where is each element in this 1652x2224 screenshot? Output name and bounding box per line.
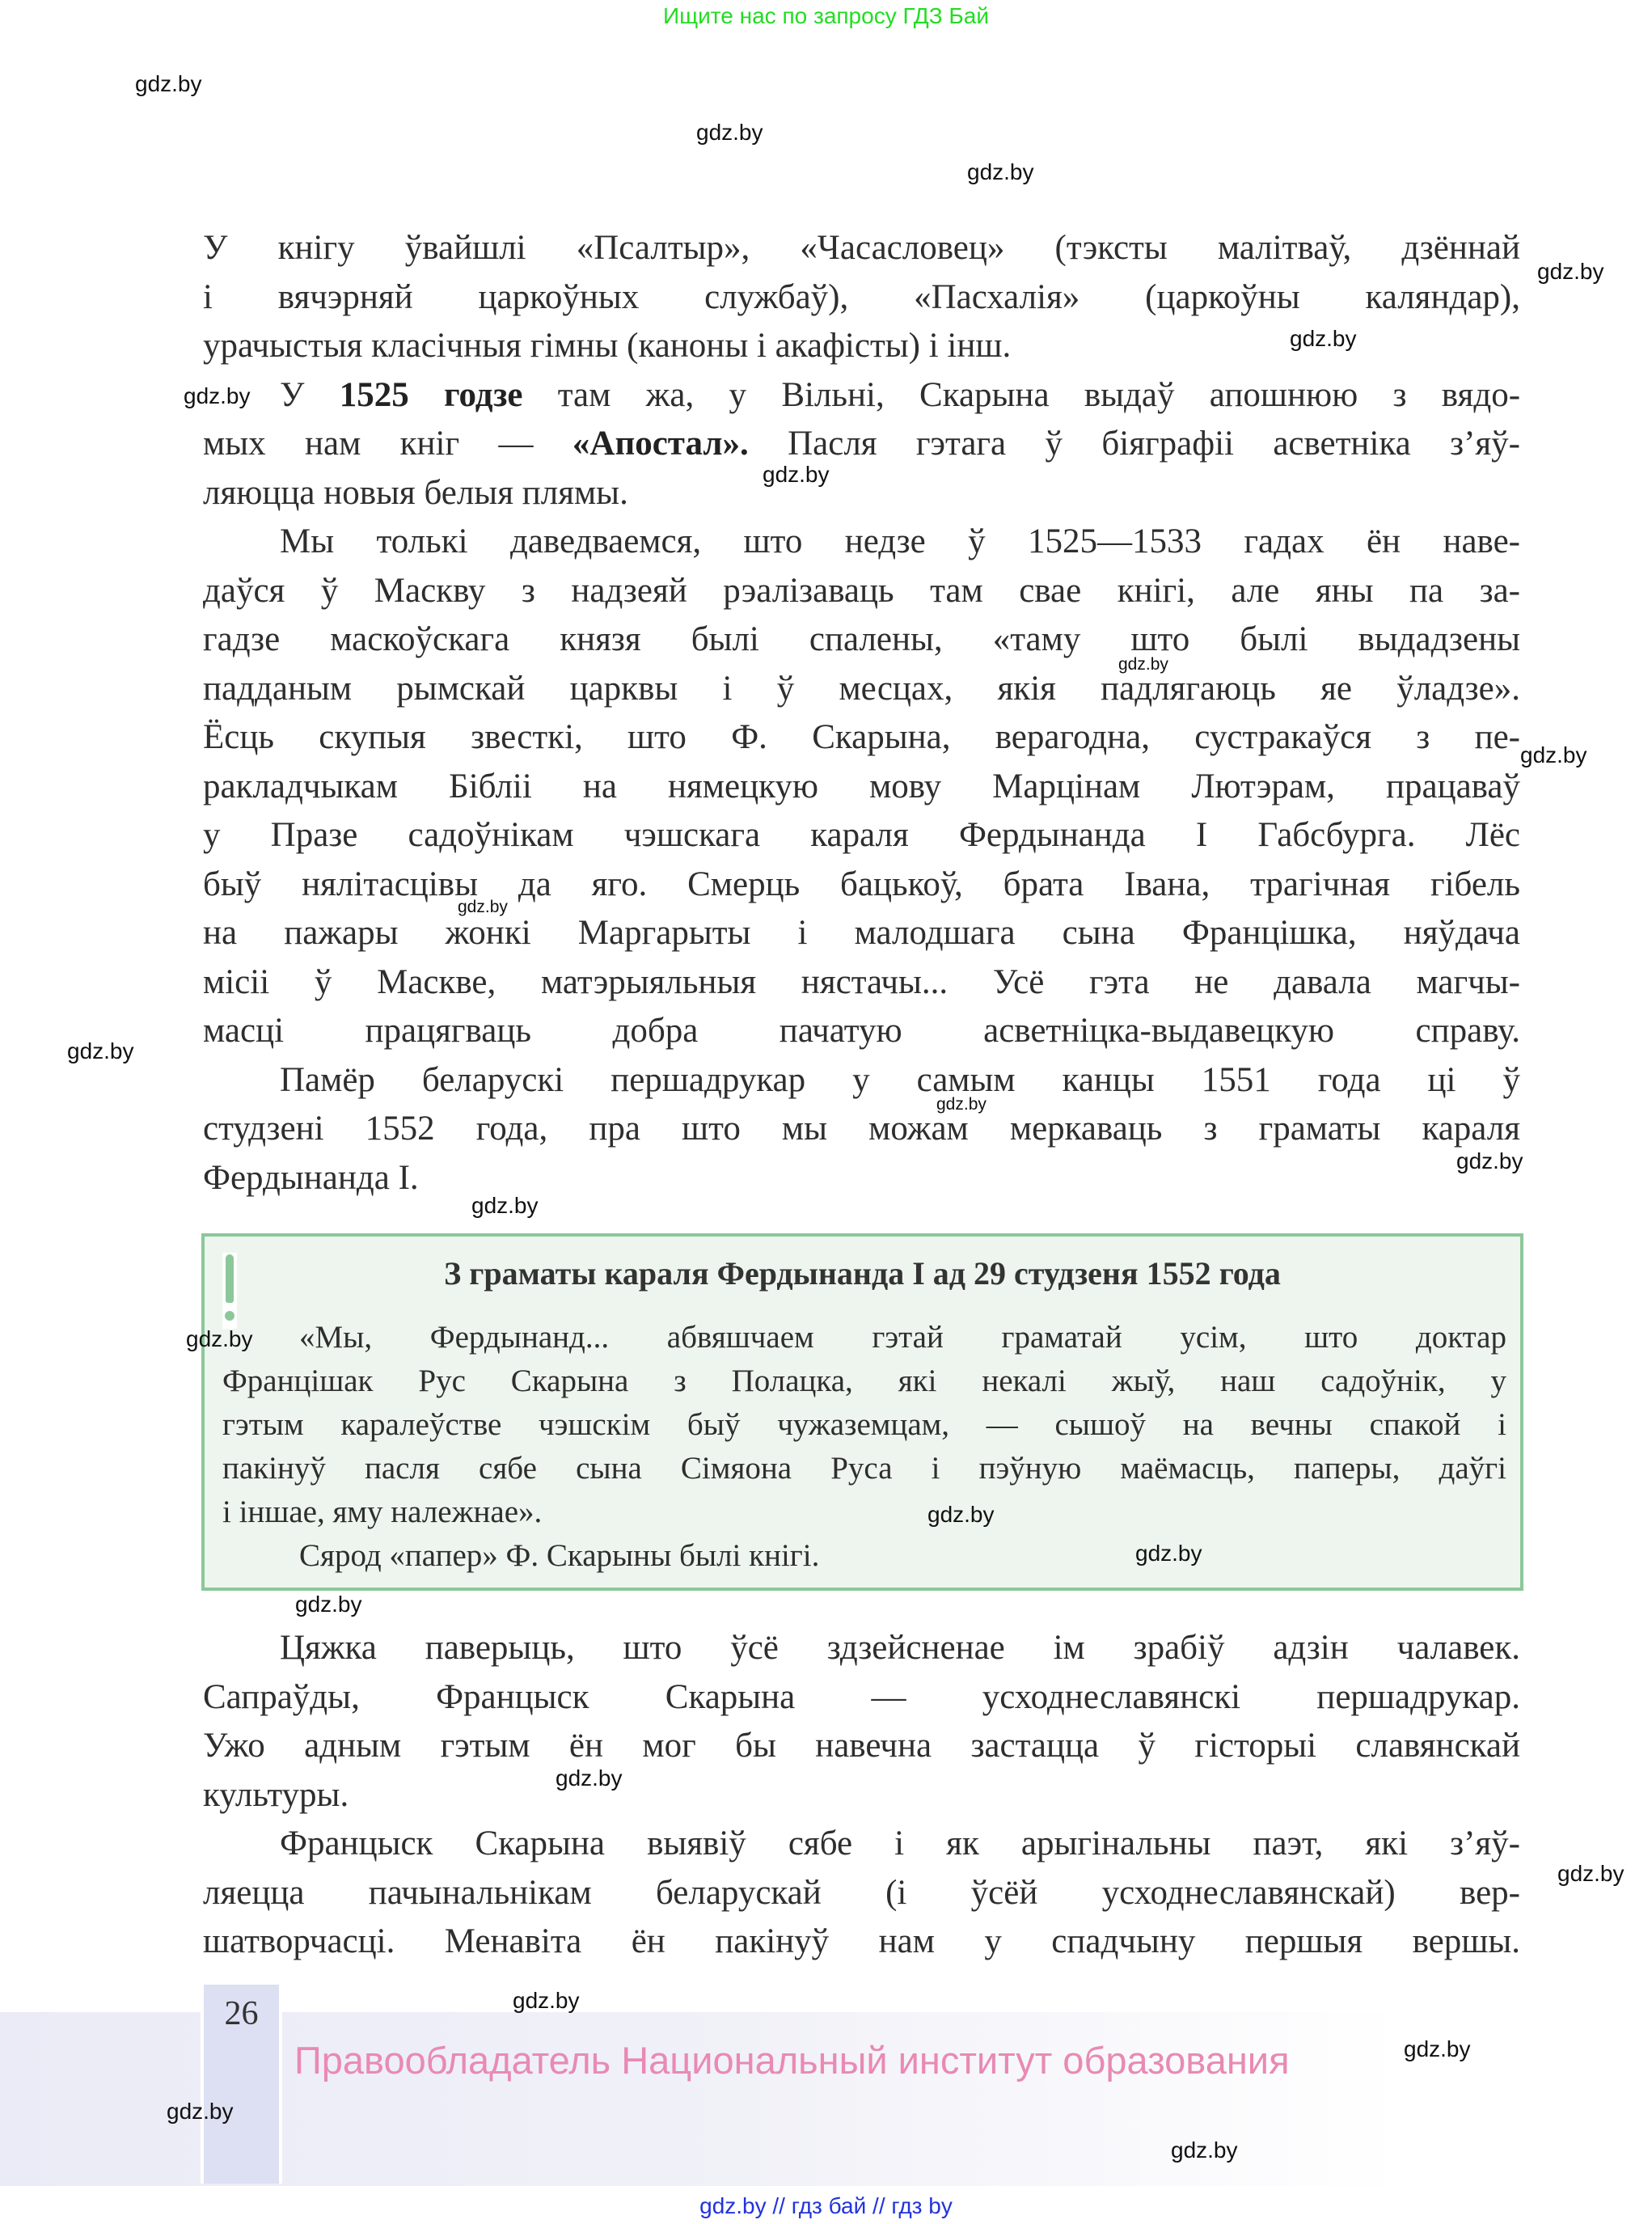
text-line [203,1105,1520,1154]
text-block-1 [203,224,1520,1203]
text-segment: і вячэрняй царкоўных службаў), «Пасхалія» (царкоўны каляндар), [203,277,1520,316]
text-segment: Фердынанда I. [203,1158,419,1197]
text-line [203,665,1520,714]
text-segment: даўся ў Маскву з надзеяй рэалізаваць там свае кнігі, але яны па за- [203,571,1520,610]
watermark: gdz.by [763,462,830,487]
quote-box [201,1233,1523,1591]
text-segment: шатворчасці. Менавіта ён пакінуў нам у спадчыну першыя вершы. [203,1922,1520,1960]
text-segment: У [280,375,340,414]
text-segment: падданым рымскай царквы і ў месцах, якія падлягаюць яе ўладзе». [203,669,1520,708]
text-line [203,811,1520,860]
text-line [203,469,1520,518]
text-block-2 [203,1624,1520,1967]
text-line [222,1490,1506,1534]
text-segment: гадзе маскоўскага князя былі спалены, «таму што былі выдадзены [203,620,1520,658]
text-segment: Цяжка паверыць, што ўсё здзейсненае ім зрабіў адзін чалавек. [280,1629,1520,1667]
quote-box-text [222,1316,1506,1578]
watermark: gdz.by [1171,2137,1238,2163]
watermark: gdz.by [696,120,763,145]
text-segment: быў нялітасцівы да яго. Смерць бацькоў, брата Івана, трагічная гібель [203,865,1520,903]
text-segment: ляюцца новыя белыя плямы. [203,473,628,512]
watermark: gdz.by [967,159,1034,184]
text-line [222,1403,1506,1447]
watermark: gdz.by [1290,326,1357,351]
watermark: gdz.by [67,1038,134,1063]
watermark: gdz.by [1520,742,1587,767]
watermark: gdz.by [513,1988,580,2013]
search-banner[interactable]: Ищите нас по запросу ГДЗ Бай [662,3,990,28]
text-segment: на пажары жонкі Маргарыты і малодшага сына Францішка, няўдача [203,914,1520,952]
text-line [203,1673,1520,1723]
text-segment: місіі ў Маскве, матэрыяльныя нястачы... Усё гэта не давала магчы- [203,962,1520,1001]
watermark: gdz.by [295,1592,362,1617]
text-segment: у Празе садоўнікам чэшскага караля Фердынанда I Габсбурга. Лёс [203,816,1520,854]
text-segment: гэтым каралеўстве чэшскім быў чужаземцам, — сышоў на вечны спакой і [222,1407,1506,1442]
text-line [203,420,1520,469]
text-segment: ракладчыкам Бібліі на нямецкую мову Марцінам Лютэрам, працаваў [203,767,1520,805]
text-line [222,1447,1506,1490]
copyright-notice: Правообладатель Национальный институт образования [294,2039,1290,2082]
text-line [203,909,1520,958]
text-line [203,371,1520,421]
text-line [222,1534,1506,1578]
page-number-column [201,1985,282,2184]
text-line [203,1624,1520,1673]
text-segment: мых нам кніг — [203,425,572,463]
text-line [203,763,1520,812]
text-line [203,273,1520,323]
watermark: gdz.by [556,1765,623,1791]
text-segment: пакінуў пасля сябе сына Сімяона Руса і пэўную маёмасць, паперы, даўгі [222,1451,1506,1486]
text-segment: Сапраўды, Францыск Скарына — усходнеславянскі першадрукар. [203,1677,1520,1716]
text-segment: Пасля гэтага ў біяграфіі асветніка з’яў- [748,425,1520,463]
text-segment: масці працягваць добра пачатую асветніцка-выдавецкую справу. [203,1012,1520,1050]
text-line [203,615,1520,665]
bold-text: 1525 годзе [339,375,523,414]
text-line [203,1056,1520,1106]
bottom-links[interactable]: gdz.by // гдз бай // гдз by [699,2193,953,2218]
text-segment: культуры. [203,1775,349,1814]
watermark: gdz.by [1135,1541,1202,1566]
text-segment: Францыск Скарына выявіў сябе і як арыгінальны паэт, які з’яў- [280,1824,1520,1862]
text-segment: Ужо адным гэтым ён мог бы навечна застацца ў гісторыі славянскай [203,1727,1520,1765]
watermark: gdz.by [184,383,251,408]
bold-text: «Апостал». [572,425,749,463]
text-line [203,518,1520,567]
text-line [203,1154,1520,1203]
text-segment: Памёр беларускі першадрукар у самым канцы 1551 года ці ў [280,1060,1520,1099]
text-line [203,860,1520,910]
page-number: 26 [224,1995,259,2032]
text-line [203,224,1520,273]
text-segment: там жа, у Вільні, Скарына выдаў апошнюю з вядо- [522,375,1520,414]
watermark: gdz.by [186,1326,253,1351]
text-segment: і іншае, яму належнае». [222,1495,543,1529]
text-line [203,1771,1520,1820]
text-segment: ляецца пачынальнікам беларускай (і ўсёй усходнеславянскай) вер- [203,1873,1520,1912]
text-line [203,1917,1520,1967]
text-segment: Сярод «папер» Ф. Скарыны былі кнігі. [299,1538,820,1573]
text-line [203,567,1520,616]
watermark: gdz.by [167,2099,234,2124]
text-line [203,713,1520,763]
text-line [203,958,1520,1008]
text-line [222,1359,1506,1403]
watermark: gdz.by [135,71,202,96]
text-line [203,1007,1520,1056]
watermark: gdz.by [458,898,508,916]
text-line [203,1869,1520,1918]
watermark: gdz.by [1537,259,1604,284]
quote-box-title: З граматы караля Фердынанда I ад 29 студзеня 1552 года [444,1255,1281,1292]
text-segment: Мы толькі даведваемся, што недзе ў 1525—1533 гадах ён наве- [280,522,1520,560]
text-segment: Ёсць скупыя звесткі, што Ф. Скарына, верагодна, сустракаўся з пе- [203,718,1520,756]
watermark: gdz.by [1404,2036,1471,2061]
text-segment: урачыстыя класічныя гімны (каноны і акафісты) і інш. [203,327,1012,365]
text-line [203,1820,1520,1869]
watermark: gdz.by [1456,1148,1523,1173]
text-line [203,1722,1520,1771]
text-segment: студзені 1552 года, пра што мы можам меркаваць з граматы караля [203,1110,1520,1148]
text-segment: У кнігу ўвайшлі «Псалтыр», «Часасловец» (тэксты малітваў, дзённай [203,229,1520,267]
watermark: gdz.by [936,1095,987,1114]
text-line [222,1316,1506,1359]
watermark: gdz.by [1557,1861,1625,1886]
text-segment: «Мы, Фердынанд... абвяшчаем гэтай граматай усім, што доктар [299,1320,1506,1355]
text-segment: Францішак Рус Скарына з Полацка, які некалі жыў, наш садоўнік, у [222,1364,1506,1398]
watermark: gdz.by [927,1502,995,1527]
watermark: gdz.by [1118,655,1168,674]
watermark: gdz.by [471,1193,539,1218]
